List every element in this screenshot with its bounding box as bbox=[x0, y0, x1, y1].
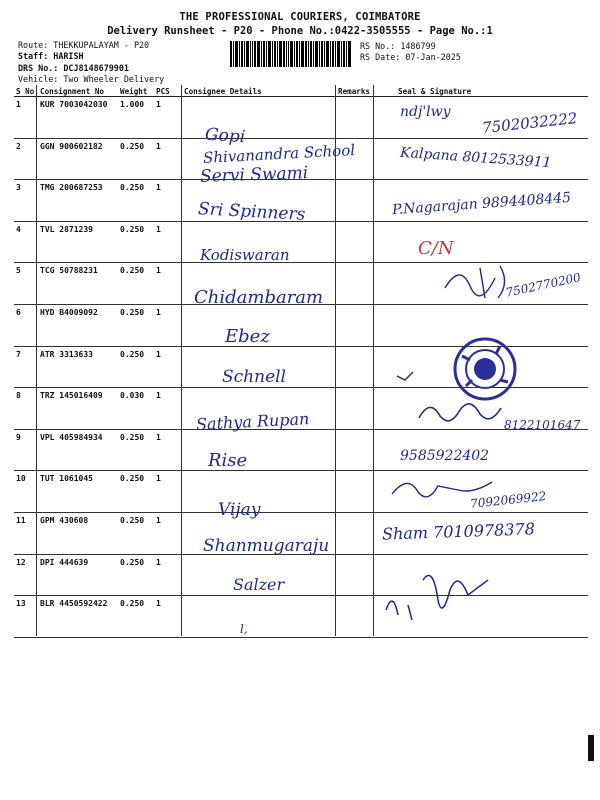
remarks-cell bbox=[336, 471, 374, 513]
table-row bbox=[14, 596, 588, 638]
weight-cell: 0.250 bbox=[118, 471, 154, 513]
consignee-cell bbox=[182, 429, 336, 471]
sno-cell: 1 bbox=[14, 97, 38, 139]
pcs-cell: 1 bbox=[154, 554, 182, 596]
pcs-cell: 1 bbox=[154, 471, 182, 513]
handwritten-consignee: Servi Swami bbox=[199, 163, 309, 187]
signature-scribble bbox=[378, 560, 498, 630]
remarks-cell bbox=[336, 429, 374, 471]
remarks-cell bbox=[336, 304, 374, 346]
sno-cell: 12 bbox=[14, 554, 38, 596]
sno-cell: 8 bbox=[14, 388, 38, 430]
signature-scribble bbox=[388, 470, 498, 506]
handwritten-phone: 8122101647 bbox=[504, 418, 581, 432]
handwritten-consignee: Shanmugaraju bbox=[203, 536, 330, 556]
signature-cell bbox=[374, 221, 588, 263]
column-header-signature: Seal & Signature bbox=[374, 85, 588, 97]
weight-cell: 0.250 bbox=[118, 554, 154, 596]
handwritten-consignee: Sathya Rupan bbox=[195, 409, 310, 434]
consignment-cell: VPL 405984934 bbox=[38, 429, 118, 471]
pcs-cell: 1 bbox=[154, 388, 182, 430]
weight-cell: 0.250 bbox=[118, 596, 154, 638]
rs-number-text: RS No.: 1486799 bbox=[360, 41, 436, 51]
handwritten-phone: 7502770200 bbox=[504, 270, 582, 300]
handwritten-phone: 7502032222 bbox=[481, 109, 579, 137]
handwritten-consignee: Shivanandra School bbox=[202, 141, 356, 167]
remarks-cell bbox=[336, 221, 374, 263]
pcs-cell: 1 bbox=[154, 596, 182, 638]
remarks-cell bbox=[336, 263, 374, 305]
handwritten-consignee: Salzer bbox=[233, 575, 285, 594]
sno-cell: 4 bbox=[14, 221, 38, 263]
handwritten-signature: Sham 7010978378 bbox=[381, 519, 536, 544]
handwritten-consignee: Schnell bbox=[222, 367, 286, 387]
pcs-cell: 1 bbox=[154, 180, 182, 222]
pcs-cell: 1 bbox=[154, 512, 182, 554]
column-divider bbox=[335, 85, 336, 636]
sno-cell: 2 bbox=[14, 138, 38, 180]
weight-cell: 0.250 bbox=[118, 221, 154, 263]
consignment-cell: BLR 4450592422 bbox=[38, 596, 118, 638]
pcs-cell: 1 bbox=[154, 97, 182, 139]
scan-edge-mark bbox=[588, 735, 594, 761]
staff-text: Staff: HARISH bbox=[18, 51, 84, 61]
column-header-weight: Weight bbox=[118, 85, 154, 97]
handwritten-phone: 7092069922 bbox=[469, 489, 547, 511]
column-divider bbox=[373, 85, 374, 636]
column-divider bbox=[36, 85, 37, 636]
pcs-cell: 1 bbox=[154, 263, 182, 305]
consignment-cell: TVL 2871239 bbox=[38, 221, 118, 263]
remarks-cell bbox=[336, 346, 374, 388]
handwritten-remark: C/N bbox=[418, 238, 454, 259]
handwritten-consignee: Sri Spinners bbox=[197, 199, 306, 225]
column-header-pcs: PCS bbox=[154, 85, 182, 97]
rs-date-text: RS Date: 07-Jan-2025 bbox=[360, 52, 461, 62]
sno-cell: 13 bbox=[14, 596, 38, 638]
table-header-row bbox=[14, 85, 588, 97]
weight-cell: 0.250 bbox=[118, 346, 154, 388]
company-seal-icon bbox=[452, 336, 518, 402]
column-header-remarks: Remarks bbox=[336, 85, 374, 97]
handwritten-signature: Kalpana 8012533911 bbox=[399, 144, 552, 172]
consignee-cell bbox=[182, 596, 336, 638]
handwritten-consignee: Kodiswaran bbox=[200, 246, 290, 264]
weight-cell: 0.030 bbox=[118, 388, 154, 430]
sno-cell: 7 bbox=[14, 346, 38, 388]
weight-cell: 0.250 bbox=[118, 263, 154, 305]
weight-cell: 1.000 bbox=[118, 97, 154, 139]
signature-scribble bbox=[440, 258, 520, 308]
runsheet-subtitle: Delivery Runsheet - P20 - Phone No.:0422-3505555 - Page No.:1 bbox=[107, 25, 493, 37]
handwritten-consignee: Gopi bbox=[204, 124, 246, 148]
table-row bbox=[14, 221, 588, 263]
pcs-cell: 1 bbox=[154, 138, 182, 180]
weight-cell: 0.250 bbox=[118, 138, 154, 180]
weight-cell: 0.250 bbox=[118, 429, 154, 471]
consignment-cell: TCG 50788231 bbox=[38, 263, 118, 305]
pcs-cell: 1 bbox=[154, 346, 182, 388]
remarks-cell bbox=[336, 97, 374, 139]
pcs-cell: 1 bbox=[154, 221, 182, 263]
weight-cell: 0.250 bbox=[118, 304, 154, 346]
remarks-cell bbox=[336, 180, 374, 222]
column-header-consignee: Consignee Details bbox=[182, 85, 336, 97]
column-header-consignment: Consignment No bbox=[38, 85, 118, 97]
column-divider bbox=[181, 85, 182, 636]
handwritten-signature: P.Nagarajan 9894408445 bbox=[391, 189, 572, 219]
sno-cell: 11 bbox=[14, 512, 38, 554]
weight-cell: 0.250 bbox=[118, 180, 154, 222]
remarks-cell bbox=[336, 596, 374, 638]
consignment-cell: KUR 7003042030 bbox=[38, 97, 118, 139]
consignment-cell: GPM 430608 bbox=[38, 512, 118, 554]
table-row bbox=[14, 554, 588, 596]
sno-cell: 5 bbox=[14, 263, 38, 305]
handwritten-phone: 9585922402 bbox=[400, 448, 490, 464]
sno-cell: 10 bbox=[14, 471, 38, 513]
consignment-cell: GGN 900602182 bbox=[38, 138, 118, 180]
sno-cell: 3 bbox=[14, 180, 38, 222]
pcs-cell: 1 bbox=[154, 429, 182, 471]
sno-cell: 9 bbox=[14, 429, 38, 471]
sno-cell: 6 bbox=[14, 304, 38, 346]
vehicle-text: Vehicle: Two Wheeler Delivery bbox=[18, 74, 165, 84]
handwritten-mark: l, bbox=[240, 622, 248, 636]
consignment-cell: ATR 3313633 bbox=[38, 346, 118, 388]
column-header-sno: S No bbox=[14, 85, 38, 97]
remarks-cell bbox=[336, 512, 374, 554]
pcs-cell: 1 bbox=[154, 304, 182, 346]
remarks-cell bbox=[336, 388, 374, 430]
consignment-cell: TMG 200687253 bbox=[38, 180, 118, 222]
company-title: THE PROFESSIONAL COURIERS, COIMBATORE bbox=[179, 11, 421, 23]
drs-text: DRS No.: DCJ8148679901 bbox=[18, 63, 129, 73]
consignment-cell: TUT 1061045 bbox=[38, 471, 118, 513]
handwritten-consignee: Ebez bbox=[225, 326, 270, 347]
remarks-cell bbox=[336, 554, 374, 596]
consignment-cell: TRZ 145016409 bbox=[38, 388, 118, 430]
handwritten-signature: ndj'lwy bbox=[400, 104, 451, 120]
handwritten-consignee: Rise bbox=[208, 450, 248, 471]
consignment-cell: DPI 444639 bbox=[38, 554, 118, 596]
handwritten-consignee: Vijay bbox=[218, 500, 261, 520]
table-row bbox=[14, 429, 588, 471]
handwritten-consignee: Chidambaram bbox=[194, 287, 324, 308]
weight-cell: 0.250 bbox=[118, 512, 154, 554]
barcode-image bbox=[230, 41, 352, 67]
tick-mark bbox=[395, 370, 415, 384]
consignment-cell: HYD B4009092 bbox=[38, 304, 118, 346]
route-text: Route: THEKKUPALAYAM - P20 bbox=[18, 40, 150, 50]
